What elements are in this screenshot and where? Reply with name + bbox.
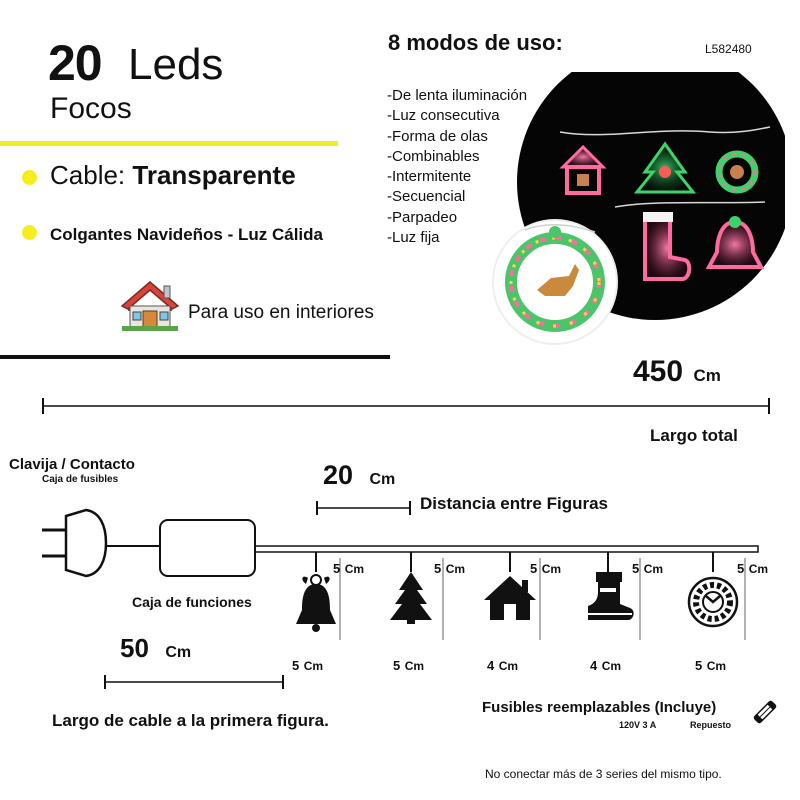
mode-item: -Luz consecutiva: [387, 107, 500, 125]
fuses-label: Fusibles reemplazables (Incluye): [482, 699, 717, 716]
figure-size: 5 Cm: [292, 658, 324, 673]
hang-length: 5 Cm: [333, 561, 365, 576]
spacing-unit: Cm: [369, 471, 396, 488]
mode-item: -Luz fija: [387, 229, 440, 247]
total-length-line: [40, 396, 772, 416]
plug-icon: [42, 510, 160, 576]
figure-size: 4 Cm: [590, 658, 622, 673]
mode-item: -De lenta iluminación: [387, 87, 528, 104]
function-box-icon: [160, 520, 255, 576]
mode-item: -Secuencial: [387, 188, 466, 206]
figure-size: 5 Cm: [393, 658, 425, 673]
hang-length: 5 Cm: [737, 561, 769, 576]
total-length-number: 450: [633, 355, 684, 388]
lead-label: Largo de cable a la primera figura.: [52, 711, 329, 730]
plug-sublabel: Caja de fusibles: [42, 474, 119, 485]
bullet-icon: [22, 170, 37, 185]
lead-line: [102, 672, 286, 692]
yellow-divider: [0, 141, 338, 146]
spacing-label: Distancia entre Figuras: [420, 494, 609, 513]
black-divider: [0, 355, 390, 359]
mode-item: -Forma de olas: [387, 127, 488, 145]
total-length-unit: Cm: [693, 366, 721, 385]
warning-text: No conectar más de 3 series del mismo tipo.: [485, 767, 722, 781]
spacing-measure: [323, 460, 395, 491]
product-subtitle: Focos: [50, 92, 132, 125]
mode-item: -Intermitente: [387, 168, 472, 186]
total-length: [633, 355, 721, 389]
bell-icon: [296, 575, 336, 632]
product-photo: [485, 72, 785, 350]
lead-measure: [120, 633, 191, 664]
total-length-label: Largo total: [650, 426, 738, 445]
cable-label: Cable:: [50, 160, 126, 190]
house-icon: [120, 278, 180, 334]
wreath-icon: [689, 578, 737, 626]
lead-number: 50: [120, 633, 149, 663]
bullet-icon: [22, 225, 37, 240]
hang-length: 5 Cm: [632, 561, 664, 576]
tree-icon: [390, 572, 432, 624]
spacing-number: 20: [323, 460, 354, 490]
cable-value: Transparente: [132, 160, 296, 190]
mode-item: -Combinables: [387, 147, 480, 165]
lead-unit: Cm: [165, 644, 192, 661]
indoor-text: Para uso en interiores: [188, 302, 374, 323]
figure-size: 4 Cm: [487, 658, 519, 673]
product-code: L582480: [705, 42, 752, 56]
led-count: 20: [48, 35, 102, 91]
wire-diagram: [0, 500, 800, 640]
house-icon: [484, 576, 536, 620]
fuses-spare: Repuesto: [690, 720, 732, 730]
fuse-icon: [750, 697, 780, 727]
colgantes-feature: Colgantes Navideños - Luz Cálida: [50, 225, 323, 244]
plug-label: Clavija / Contacto: [9, 456, 135, 473]
led-word: Leds: [128, 40, 224, 89]
cable-feature: [50, 160, 296, 191]
boot-icon: [588, 572, 634, 620]
hang-length: 5 Cm: [434, 561, 466, 576]
modes-title: 8 modos de uso:: [388, 30, 563, 55]
function-box-label: Caja de funciones: [132, 594, 252, 610]
hang-length: 5 Cm: [530, 561, 562, 576]
figure-size: 5 Cm: [695, 658, 727, 673]
fuses-spec: 120V 3 A: [619, 720, 657, 730]
mode-item: -Parpadeo: [387, 208, 458, 226]
